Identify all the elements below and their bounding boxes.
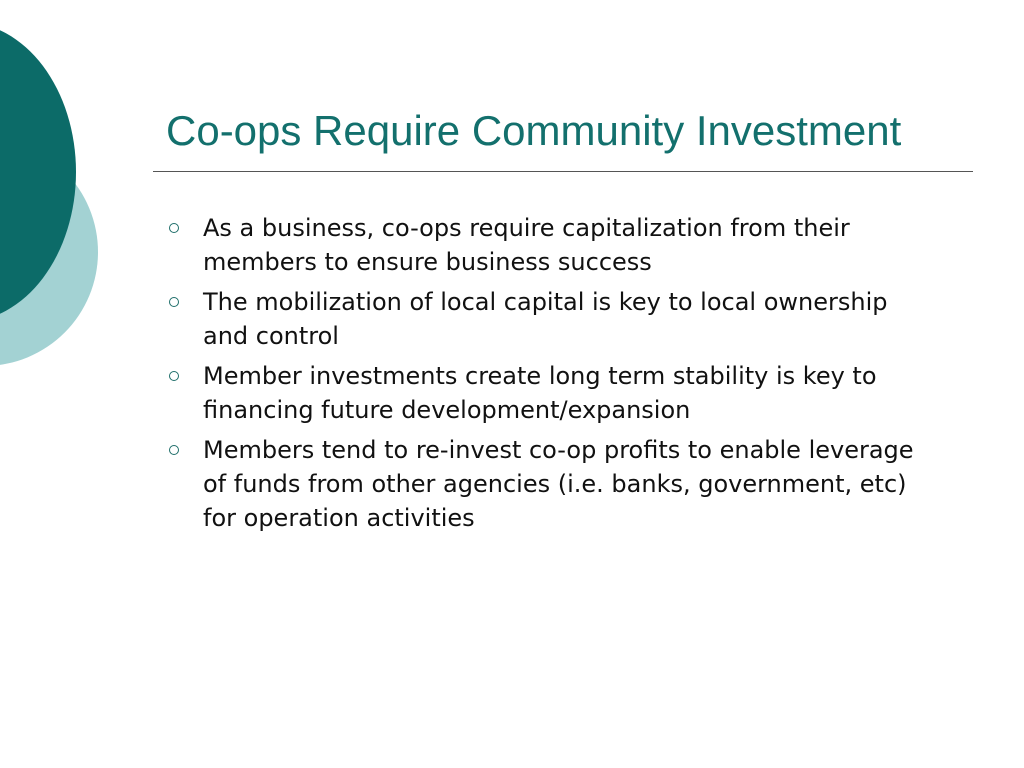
hollow-circle-bullet-icon: [169, 223, 179, 233]
bullet-text: As a business, co-ops require capitalization from their members to ensure business success: [203, 214, 850, 276]
bullet-text: Member investments create long term stability is key to financing future development/expansion: [203, 362, 877, 424]
bullet-item: [168, 211, 938, 279]
bullet-item: [168, 285, 938, 353]
bullet-item: [168, 433, 938, 535]
bullet-item: [168, 359, 938, 427]
hollow-circle-bullet-icon: [169, 371, 179, 381]
title-divider: [153, 171, 973, 172]
bullet-text: Members tend to re-invest co-op profits to enable leverage of funds from other agencies (i.e. banks, government, etc) for operation activities: [203, 436, 914, 532]
bullet-text: The mobilization of local capital is key to local ownership and control: [203, 288, 888, 350]
slide-title: Co-ops Require Community Investment: [166, 107, 902, 154]
bullet-list: [168, 211, 938, 541]
hollow-circle-bullet-icon: [169, 297, 179, 307]
hollow-circle-bullet-icon: [169, 445, 179, 455]
